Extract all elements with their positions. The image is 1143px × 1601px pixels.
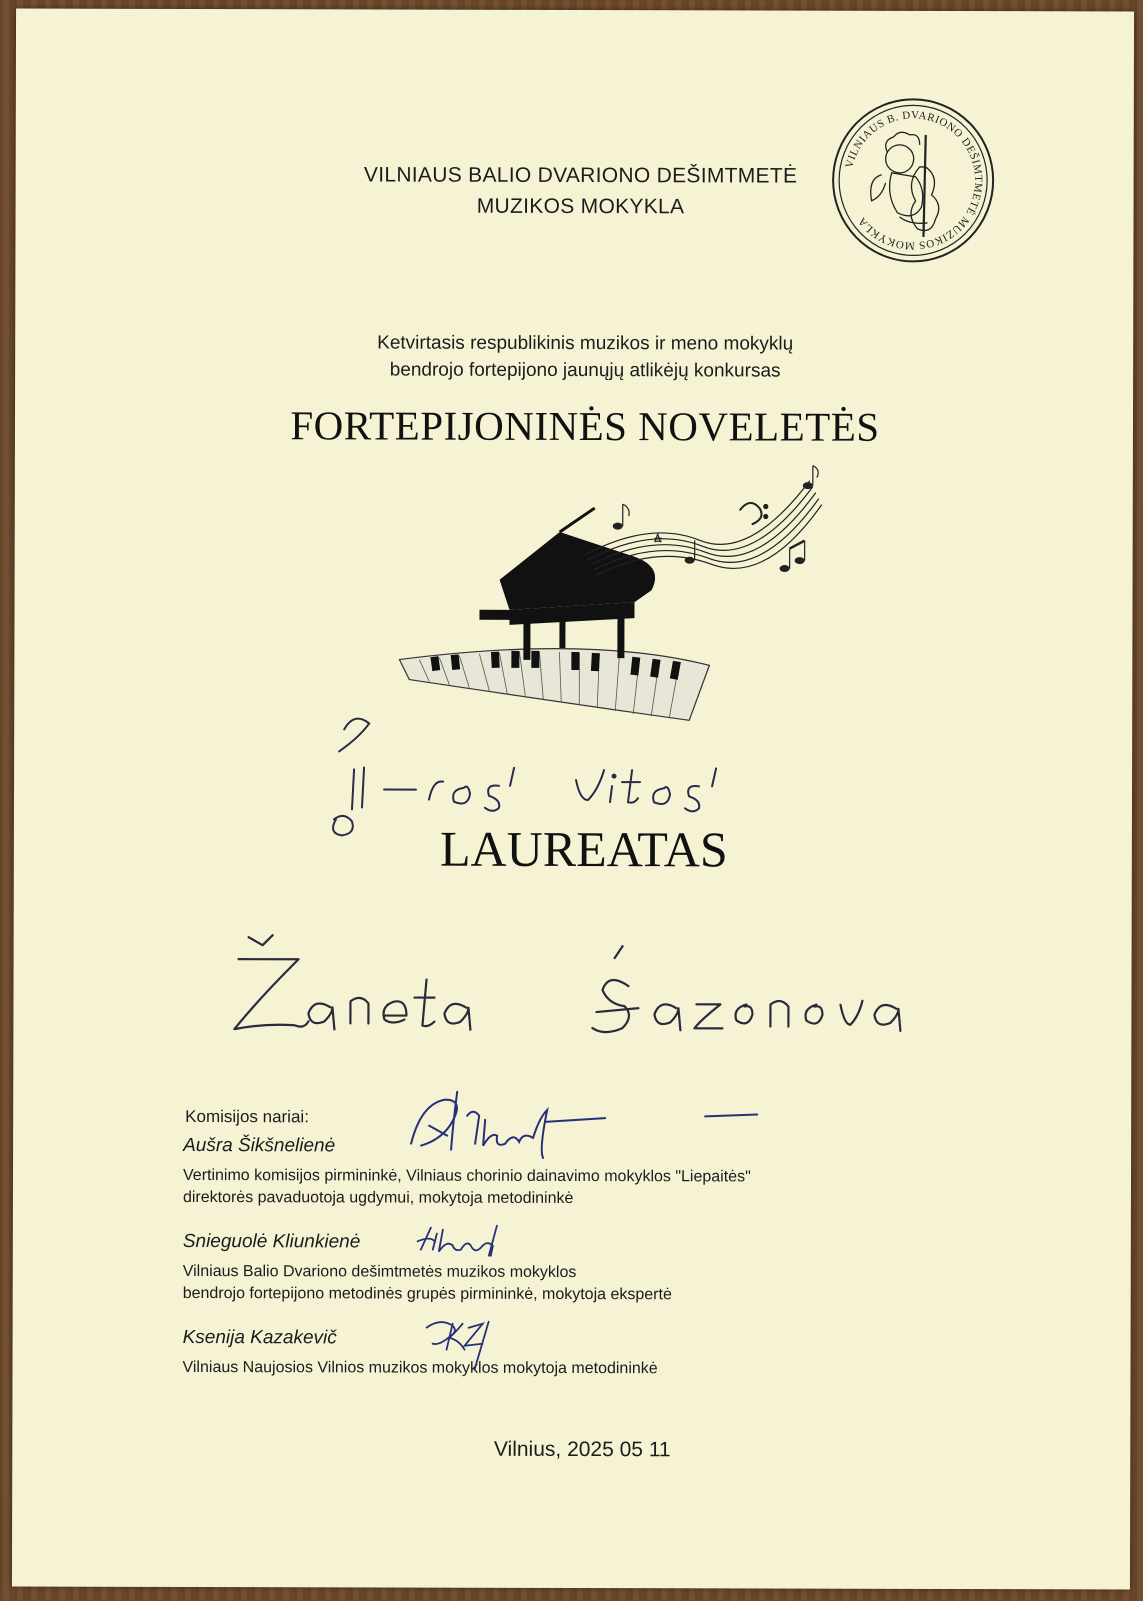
signature-3 [422,1314,512,1374]
school-seal [829,97,996,264]
member-role-1 [183,1165,943,1211]
grand-piano-illustration [389,460,840,736]
school-name-line1: VILNIAUS BALIO DVARIONO DEŠIMTMETĖ [363,163,798,188]
member-role-3 [182,1357,942,1381]
angel-with-cello-icon [871,132,939,237]
award-title: LAUREATAS [439,820,728,878]
member-name-2: Snieguolė Kliunkienė [182,1230,361,1253]
seal-text: VILNIAUS B. DVARIONO DEŠIMTMETĖ MUZIKOS MOKYKLA [843,109,985,252]
svg-text:VILNIAUS B. DVARIONO DEŠIMTMET [843,109,984,252]
commission-members [175,1106,1075,1378]
school-name [296,159,866,222]
contest-description [255,329,915,385]
contest-line2: bendrojo fortepijono jaunųjų atlikėjų konkursas [389,359,781,382]
handwritten-laureate-name [218,919,1018,1061]
certificate-title: FORTEPIJONINĖS NOVELETĖS [290,402,880,450]
commission-label: Komisijos nariai: [185,1106,309,1127]
member-role-3-line1: Vilniaus Naujosios Vilnios muzikos mokyklos mokytoja metodininkė [182,1358,658,1378]
member-role-2 [183,1261,943,1307]
member-role-1-line1: Vertinimo komisijos pirmininkė, Vilniaus chorinio dainavimo mokyklos "Liepaitės" [182,1166,751,1186]
member-role-1-line2: direktorės pavaduotoja ugdymui, mokytoja metodininkė [182,1188,574,1208]
grand-piano-icon [479,508,655,660]
music-notes-icon [585,465,822,576]
contest-line1: Ketvirtasis respublikinis muzikos ir meno mokyklų [377,332,794,355]
signature-2 [417,1220,547,1260]
member-name-1: Aušra Šikšnelienė [183,1134,336,1157]
member-role-2-line1: Vilniaus Balio Dvariono dešimtmetės muzikos mokyklos [182,1262,577,1282]
member-name-3: Ksenija Kazakevič [182,1326,337,1349]
member-role-2-line2: bendrojo fortepijono metodinės grupės pirmininkė, mokytoja ekspertė [182,1284,672,1304]
place-and-date: Vilnius, 2025 05 11 [493,1437,671,1462]
certificate-sheet [12,9,1134,1590]
school-name-line2: MUZIKOS MOKYKLA [476,194,685,219]
signature-1 [405,1086,765,1167]
